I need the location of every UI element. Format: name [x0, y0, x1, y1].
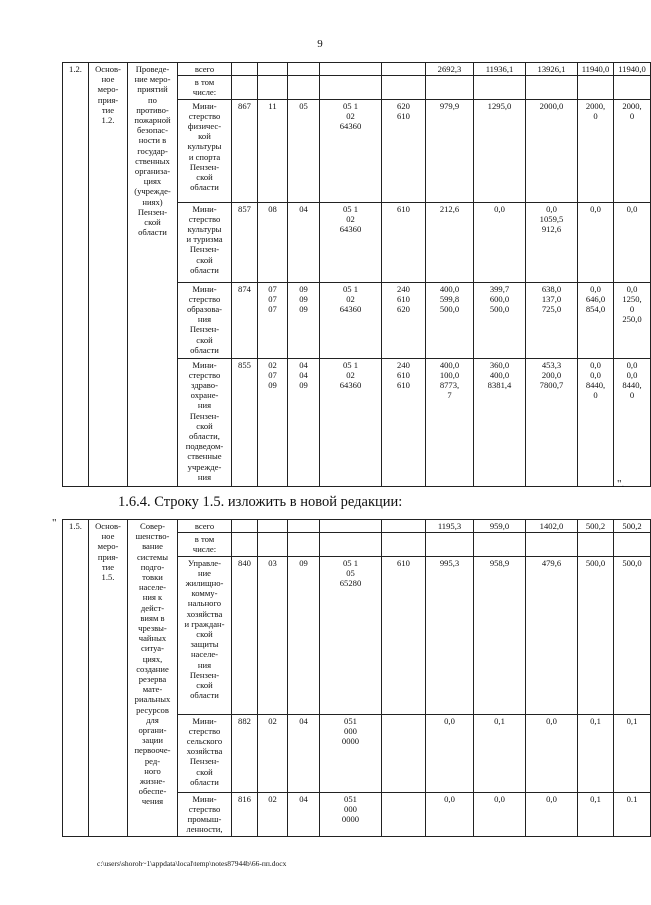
value-cell: 2000,0: [526, 99, 578, 202]
value-cell: 453,3 200,0 7800,7: [526, 358, 578, 486]
budget-code: 874: [232, 282, 258, 358]
value-cell: 0,1: [614, 714, 651, 792]
value-cell: 0,0: [426, 714, 474, 792]
target-code: 05 1 02 64360: [320, 358, 382, 486]
expense-type: 240 610 610: [382, 358, 426, 486]
value-cell: 0,0 0,0 8440, 0: [578, 358, 614, 486]
value-cell: 400,0 599,8 500,0: [426, 282, 474, 358]
value-cell: 0,0: [578, 202, 614, 282]
expense-type: [382, 714, 426, 792]
empty-cell: [614, 533, 651, 556]
empty-cell: [526, 76, 578, 99]
organization: Мини- стерство культуры и туризма Пензен- ской области: [178, 202, 232, 282]
empty-cell: [258, 533, 288, 556]
empty-cell: [288, 63, 320, 76]
value-cell: 0,1: [578, 714, 614, 792]
value-cell: 2000, 0: [578, 99, 614, 202]
empty-cell: [232, 76, 258, 99]
section-code: 02: [258, 714, 288, 792]
empty-cell: [578, 76, 614, 99]
subsection-code: 04: [288, 792, 320, 836]
section-code: 11: [258, 99, 288, 202]
empty-cell: [232, 520, 258, 533]
empty-cell: [288, 533, 320, 556]
value-cell: 0,0 1059,5 912,6: [526, 202, 578, 282]
organization: Мини- стерство промыш- ленности,: [178, 792, 232, 836]
total-value: 500,2: [578, 520, 614, 533]
value-cell: 360,0 400,0 8381,4: [474, 358, 526, 486]
value-cell: 0,0: [526, 714, 578, 792]
organization: Мини- стерство физичес- кой культуры и спорта Пензен- ской области: [178, 99, 232, 202]
section-code: 03: [258, 556, 288, 714]
empty-cell: [578, 533, 614, 556]
total-value: 11936,1: [474, 63, 526, 76]
measure-description: Совер- шенство- вание системы подго- товки населе- ния к дейст- виям в чрезвы- чайных ситуа- циях, создание резерва мате- риальных ресурсов для органи- зации первооче- ред- ного жизне- обеспе- чения: [128, 520, 178, 837]
table-measure-1-5: [62, 519, 651, 837]
value-cell: 500,0: [578, 556, 614, 714]
empty-cell: [526, 533, 578, 556]
opening-quote: ": [52, 517, 57, 529]
value-cell: 0,1: [578, 792, 614, 836]
empty-cell: [426, 76, 474, 99]
empty-cell: [320, 63, 382, 76]
value-cell: 0,1: [474, 714, 526, 792]
total-value: 11940,0: [578, 63, 614, 76]
expense-type: 240 610 620: [382, 282, 426, 358]
table-measure-1-2: [62, 62, 651, 487]
empty-cell: [320, 520, 382, 533]
total-value: 13926,1: [526, 63, 578, 76]
measure-type: Основ- ное меро- прия- тие 1.2.: [89, 63, 128, 487]
empty-cell: [232, 533, 258, 556]
empty-cell: [382, 520, 426, 533]
subsection-code: 04: [288, 714, 320, 792]
empty-cell: [288, 76, 320, 99]
value-cell: 400,0 100,0 8773, 7: [426, 358, 474, 486]
subsection-code: 04 04 09: [288, 358, 320, 486]
organization: Мини- стерство образова- ния Пензен- ской области: [178, 282, 232, 358]
value-cell: 995,3: [426, 556, 474, 714]
measure-type: Основ- ное меро- прия- тие 1.5.: [89, 520, 128, 837]
page-number: 9: [317, 38, 323, 50]
empty-cell: [258, 76, 288, 99]
empty-cell: [258, 520, 288, 533]
value-cell: 479,6: [526, 556, 578, 714]
budget-code: 867: [232, 99, 258, 202]
value-cell: 0,0 1250, 0 250,0: [614, 282, 651, 358]
empty-cell: [474, 533, 526, 556]
empty-cell: [320, 533, 382, 556]
value-cell: 958,9: [474, 556, 526, 714]
budget-code: 816: [232, 792, 258, 836]
value-cell: 1295,0: [474, 99, 526, 202]
value-cell: 399,7 600,0 500,0: [474, 282, 526, 358]
document-file-path: c:\users\shoroh~1\appdata\local\temp\notes87944b\66-пп.docx: [97, 859, 287, 868]
organization: Мини- стерство сельского хозяйства Пензен- ской области: [178, 714, 232, 792]
subsection-code: 09: [288, 556, 320, 714]
value-cell: 0,0: [426, 792, 474, 836]
empty-cell: [232, 63, 258, 76]
subsection-code: 09 09 09: [288, 282, 320, 358]
budget-code: 882: [232, 714, 258, 792]
target-code: 05 1 02 64360: [320, 282, 382, 358]
section-code: 02: [258, 792, 288, 836]
value-cell: 979,9: [426, 99, 474, 202]
including-label: в том числе:: [178, 533, 232, 556]
section-code: 02 07 09: [258, 358, 288, 486]
empty-cell: [474, 76, 526, 99]
total-label: всего: [178, 63, 232, 76]
expense-type: 610: [382, 202, 426, 282]
subsection-code: 05: [288, 99, 320, 202]
total-value: 1195,3: [426, 520, 474, 533]
target-code: 05 1 02 64360: [320, 202, 382, 282]
budget-code: 840: [232, 556, 258, 714]
total-value: 959,0: [474, 520, 526, 533]
empty-cell: [614, 76, 651, 99]
value-cell: 0,0 646,0 854,0: [578, 282, 614, 358]
expense-type: 610: [382, 556, 426, 714]
target-code: 051 000 0000: [320, 714, 382, 792]
including-label: в том числе:: [178, 76, 232, 99]
value-cell: 0.1: [614, 792, 651, 836]
value-cell: 212,6: [426, 202, 474, 282]
empty-cell: [320, 76, 382, 99]
value-cell: 0,0: [474, 792, 526, 836]
value-cell: 0,0 0,0 8440, 0: [614, 358, 651, 486]
expense-type: 620 610: [382, 99, 426, 202]
empty-cell: [382, 533, 426, 556]
subsection-code: 04: [288, 202, 320, 282]
row-number: 1.5.: [63, 520, 89, 837]
closing-quote: ".: [617, 478, 625, 490]
empty-cell: [382, 63, 426, 76]
total-value: 2692,3: [426, 63, 474, 76]
measure-description: Проведе- ние меро- приятий по противо- пожарной безопас- ности в государ- ственных организа- циях (учрежде- ниях) Пензен- ской области: [128, 63, 178, 487]
value-cell: 500,0: [614, 556, 651, 714]
empty-cell: [426, 533, 474, 556]
total-value: 1402,0: [526, 520, 578, 533]
section-heading: 1.6.4. Строку 1.5. изложить в новой редакции:: [118, 494, 403, 510]
value-cell: 0,0: [614, 202, 651, 282]
total-label: всего: [178, 520, 232, 533]
row-number: 1.2.: [63, 63, 89, 487]
value-cell: 0,0: [526, 792, 578, 836]
target-code: 05 1 02 64360: [320, 99, 382, 202]
empty-cell: [258, 63, 288, 76]
value-cell: 0,0: [474, 202, 526, 282]
total-value: 11940,0: [614, 63, 651, 76]
total-value: 500,2: [614, 520, 651, 533]
target-code: 05 1 05 65280: [320, 556, 382, 714]
value-cell: 638,0 137,0 725,0: [526, 282, 578, 358]
expense-type: [382, 792, 426, 836]
value-cell: 2000, 0: [614, 99, 651, 202]
organization: Управле- ние жилищно- комму- нального хозяйства и граждан- ской защиты населе- ния Пензен- ской области: [178, 556, 232, 714]
budget-code: 857: [232, 202, 258, 282]
organization: Мини- стерство здраво- охране- ния Пензен- ской области, подведом- ственные учрежде- ния: [178, 358, 232, 486]
empty-cell: [288, 520, 320, 533]
section-code: 07 07 07: [258, 282, 288, 358]
section-code: 08: [258, 202, 288, 282]
budget-code: 855: [232, 358, 258, 486]
empty-cell: [382, 76, 426, 99]
target-code: 051 000 0000: [320, 792, 382, 836]
